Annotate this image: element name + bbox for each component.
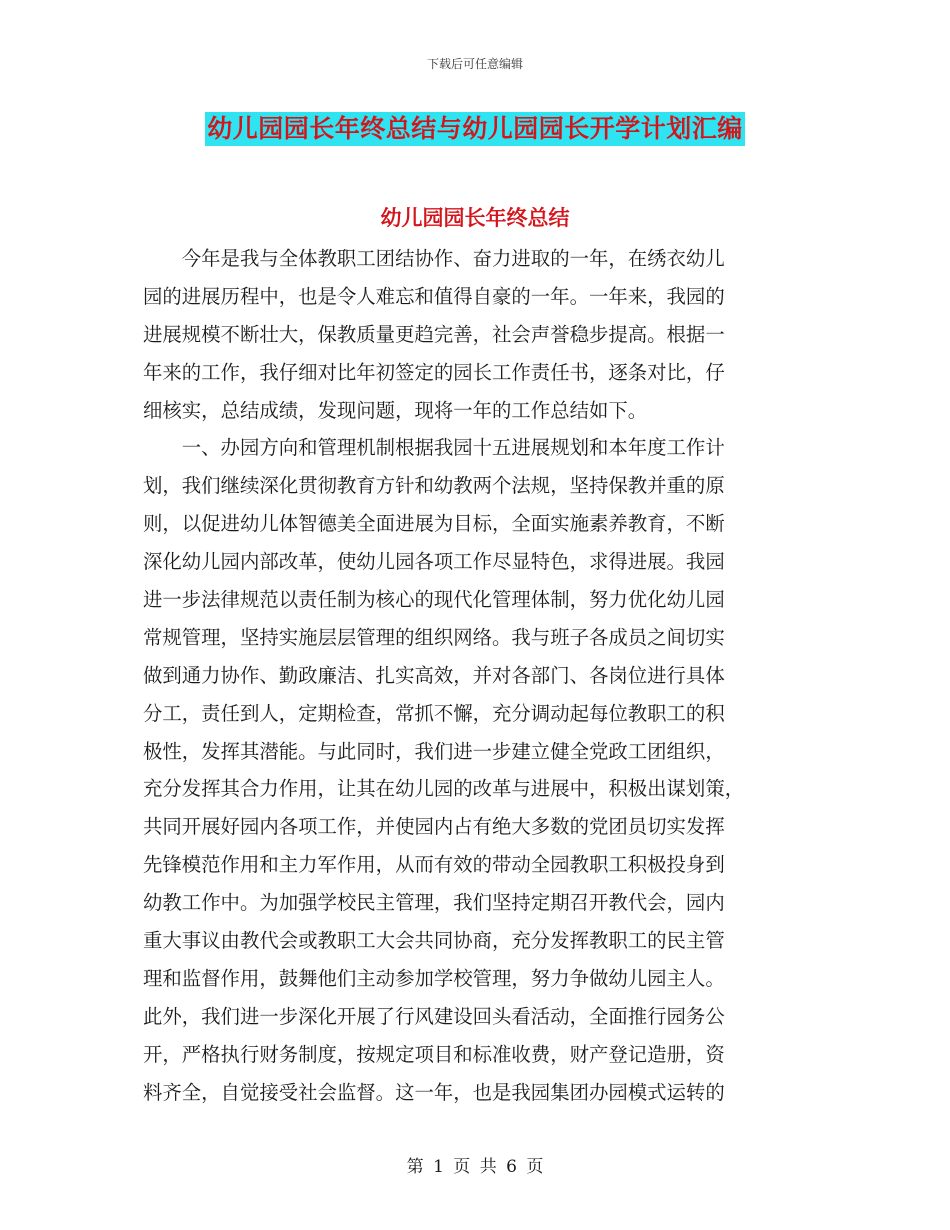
body-line: 此外，我们进一步深化开展了行风建设回头看活动，全面推行园务公 bbox=[143, 1004, 725, 1028]
body-line: 充分发挥其合力作用，让其在幼儿园的改革与进展中，积极出谋划策， bbox=[143, 777, 745, 801]
body-line: 园的进展历程中，也是令人难忘和值得自豪的一年。一年来，我园的 bbox=[143, 284, 725, 308]
body-line: 重大事议由教代会或教职工大会共同协商，充分发挥教职工的民主管 bbox=[143, 929, 725, 953]
body-line: 进展规模不断壮大，保教质量更趋完善，社会声誉稳步提高。根据一 bbox=[143, 322, 725, 346]
main-title-wrap bbox=[0, 112, 950, 146]
body-line: 分工，责任到人，定期检查，常抓不懈，充分调动起每位教职工的积 bbox=[143, 701, 725, 725]
header-note: 下载后可任意编辑 bbox=[426, 57, 523, 71]
section-title: 幼儿园园长年终总结 bbox=[380, 206, 570, 230]
body-line: 深化幼儿园内部改革，使幼儿园各项工作尽显特色，求得进展。我园 bbox=[143, 550, 725, 574]
body-line: 做到通力协作、勤政廉洁、扎实高效，并对各部门、各岗位进行具体 bbox=[143, 663, 725, 687]
body-line: 极性，发挥其潜能。与此同时，我们进一步建立健全党政工团组织， bbox=[143, 739, 725, 763]
body-line: 料齐全，自觉接受社会监督。这一年，也是我园集团办园模式运转的 bbox=[143, 1080, 725, 1104]
body-line: 进一步法律规范以责任制为核心的现代化管理体制，努力优化幼儿园 bbox=[143, 588, 725, 612]
page-footer: 第 1 页 共 6 页 bbox=[406, 1157, 544, 1177]
body-line: 划，我们继续深化贯彻教育方针和幼教两个法规，坚持保教并重的原 bbox=[143, 474, 725, 498]
main-title: 幼儿园园长年终总结与幼儿园园长开学计划汇编 bbox=[205, 112, 745, 146]
body-line: 今年是我与全体教职工团结协作、奋力进取的一年，在绣衣幼儿 bbox=[143, 247, 725, 270]
body-line: 先锋模范作用和主力军作用，从而有效的带动全园教职工积极投身到 bbox=[143, 853, 725, 877]
body-line: 细核实，总结成绩，发现问题，现将一年的工作总结如下。 bbox=[143, 398, 648, 422]
body-line: 共同开展好园内各项工作，并使园内占有绝大多数的党团员切实发挥 bbox=[143, 815, 725, 839]
body-line: 常规管理，坚持实施层层管理的组织网络。我与班子各成员之间切实 bbox=[143, 625, 725, 649]
body-line: 理和监督作用，鼓舞他们主动参加学校管理，努力争做幼儿园主人。 bbox=[143, 966, 725, 990]
body-line: 开，严格执行财务制度，按规定项目和标准收费，财产登记造册，资 bbox=[143, 1042, 725, 1066]
body-line: 年来的工作，我仔细对比年初签定的园长工作责任书，逐条对比，仔 bbox=[143, 360, 725, 384]
body-line: 一、办园方向和管理机制根据我园十五进展规划和本年度工作计 bbox=[143, 436, 725, 460]
body-line: 幼教工作中。为加强学校民主管理，我们坚持定期召开教代会，园内 bbox=[143, 891, 725, 915]
body-text bbox=[143, 240, 803, 1111]
body-line: 则，以促进幼儿体智德美全面进展为目标，全面实施素养教育，不断 bbox=[143, 512, 725, 536]
